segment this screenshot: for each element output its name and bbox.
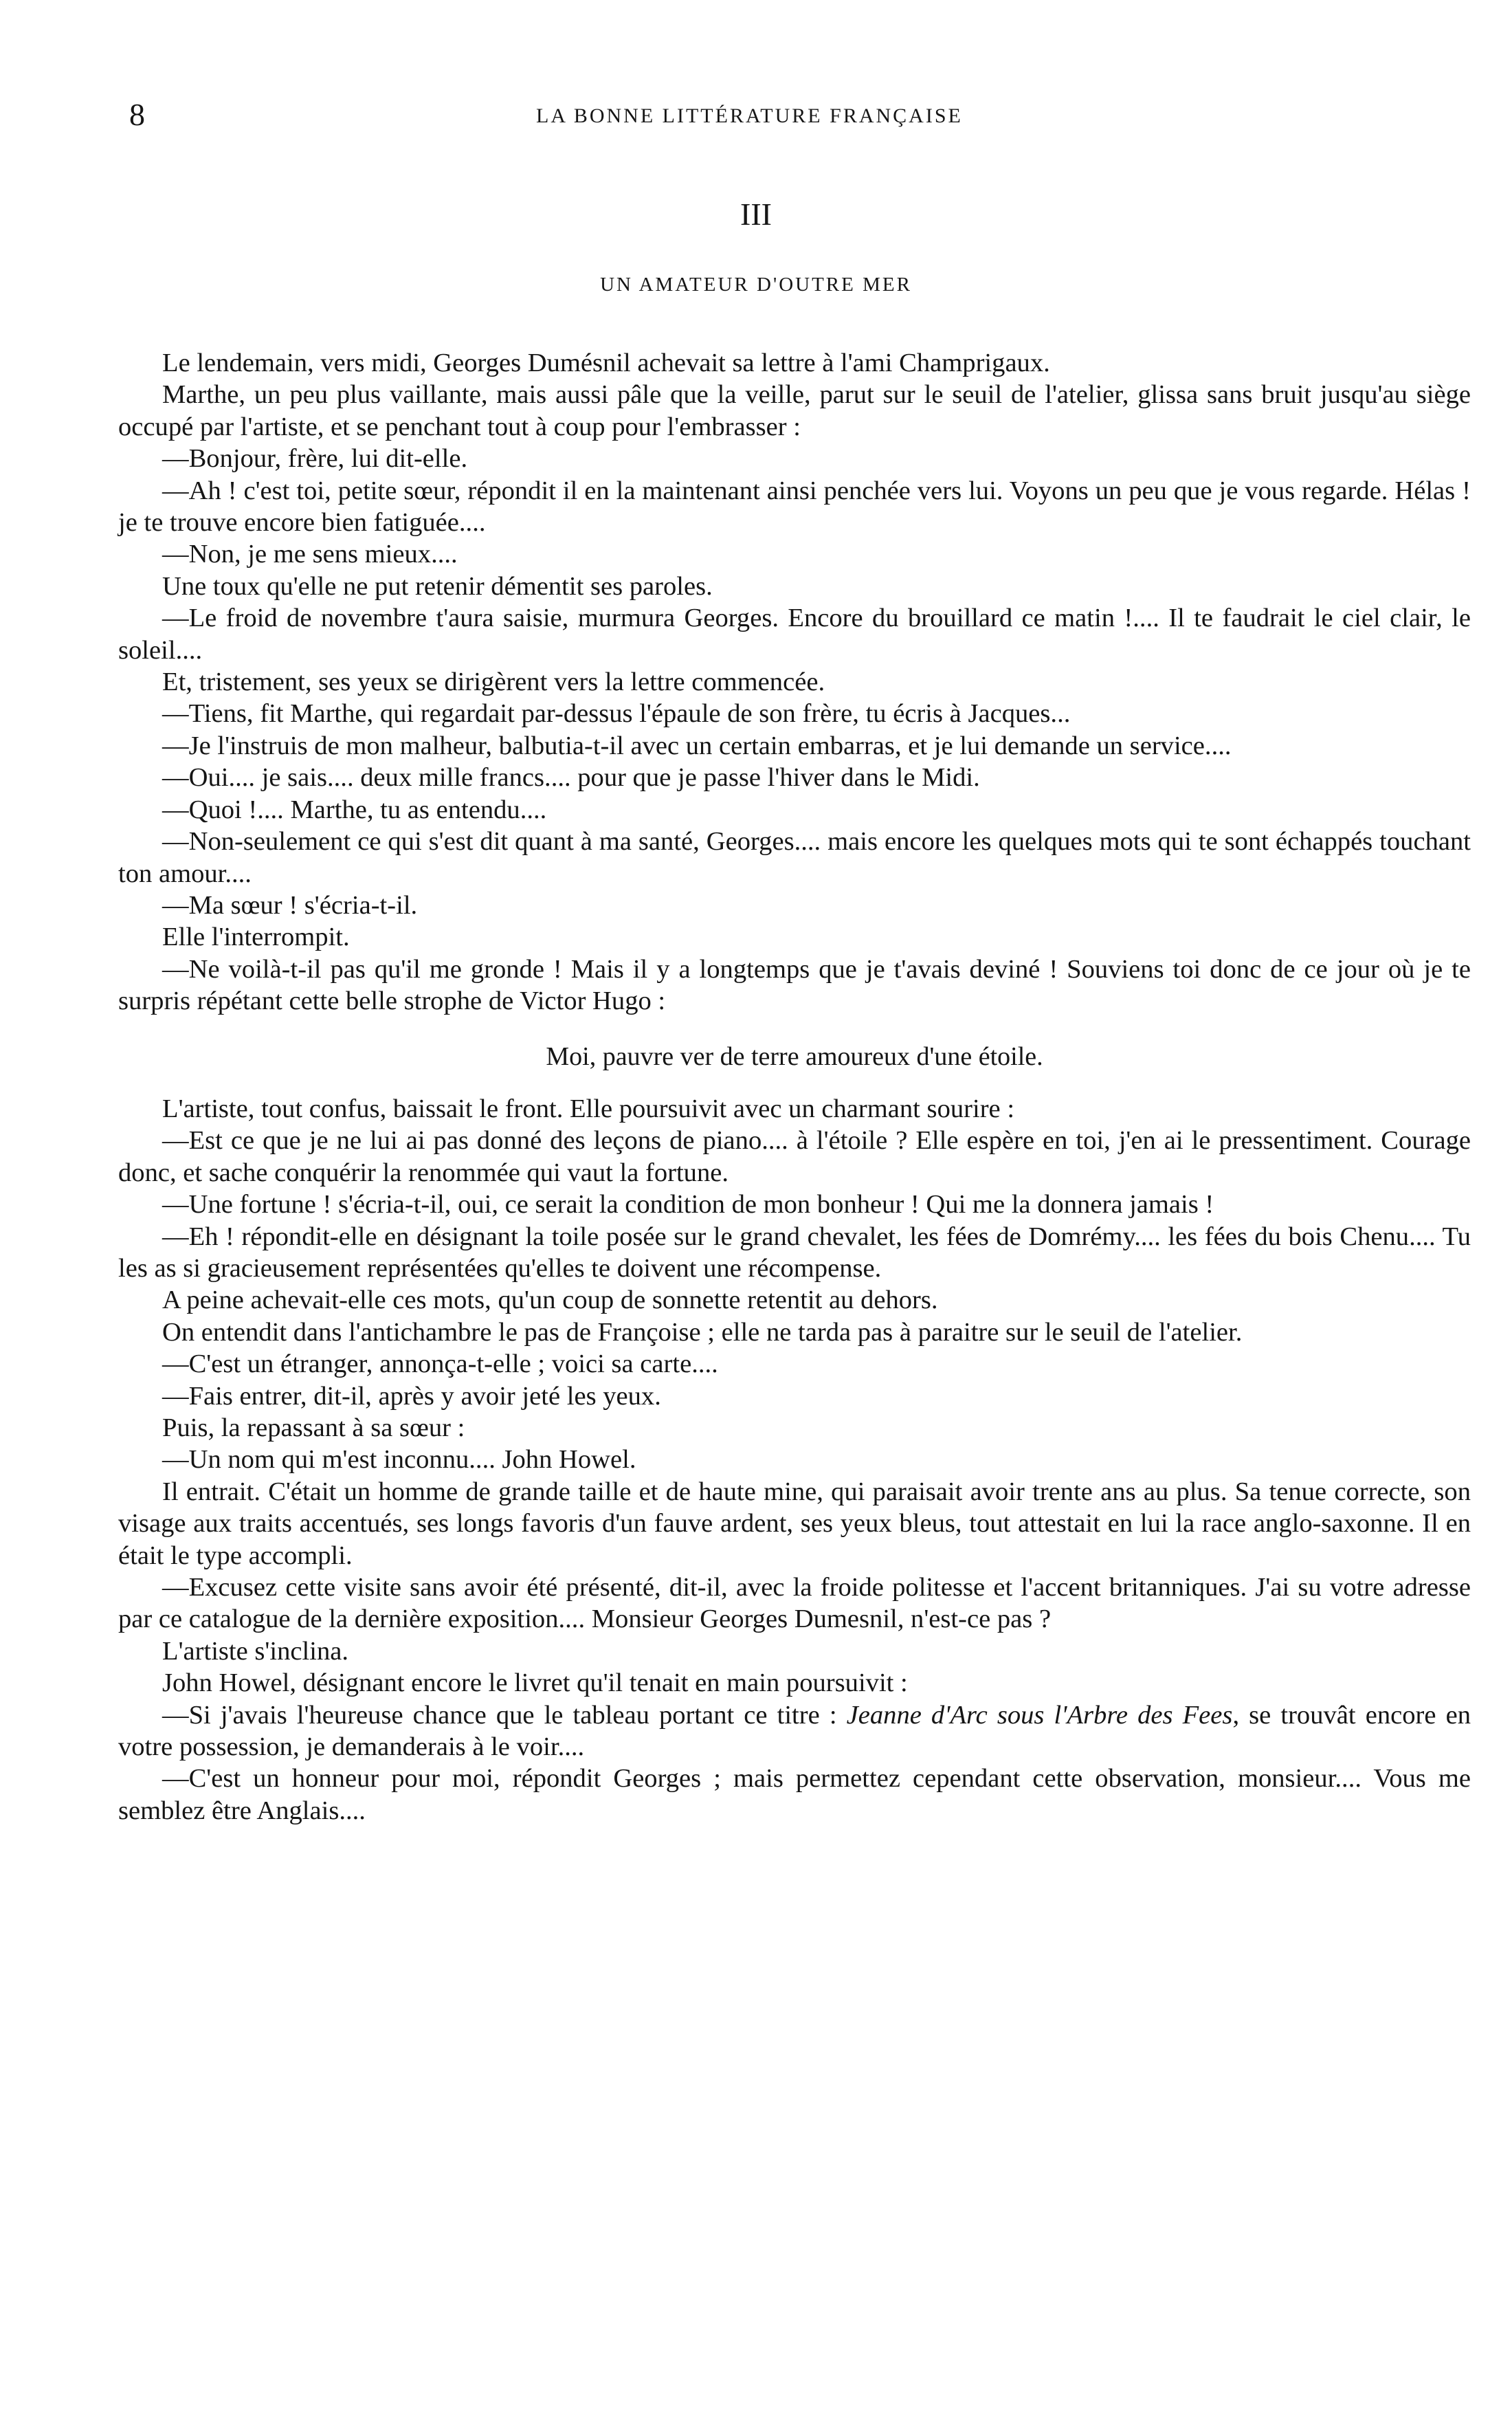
- paragraph: —Non-seulement ce qui s'est dit quant à ma santé, Georges.... mais encore les quelques mots qui te sont échappés touchant ton amour....: [118, 827, 1471, 888]
- paragraph: —Non, je me sens mieux....: [162, 540, 458, 569]
- paragraph-text: , se trouvât encore en votre possession, je demanderais à le voir....: [118, 1700, 1471, 1762]
- paragraph: —Tiens, fit Marthe, qui regardait par-dessus l'épaule de son frère, tu écris à Jacques...: [162, 699, 1071, 729]
- paragraph: —Fais entrer, dit-il, après y avoir jeté les yeux.: [162, 1381, 661, 1411]
- chapter-number: III: [740, 197, 772, 232]
- paragraph: John Howel, désignant encore le livret qu'il tenait en main poursuivit :: [162, 1668, 908, 1698]
- paragraph: —Excusez cette visite sans avoir été présenté, dit-il, avec la froide politesse et l'accent britanniques. J'ai su votre adresse par ce catalogue de la dernière exposition.... Monsieur Georges Dumesnil, n'est-ce pas ?: [118, 1573, 1471, 1634]
- paragraph: —Ah ! c'est toi, petite sœur, répondit il en la maintenant ainsi penchée vers lui. Voyons un peu que je vous regarde. Hélas ! je te trouve encore bien fatiguée....: [118, 476, 1471, 538]
- paragraph: —Ne voilà-t-il pas qu'il me gronde ! Mais il y a longtemps que je t'avais deviné ! Souviens toi donc de ce jour où je te surpris répétant cette belle strophe de Victor Hugo :: [118, 954, 1471, 1016]
- paragraph: —Bonjour, frère, lui dit-elle.: [162, 444, 468, 474]
- paragraph: —Oui.... je sais.... deux mille francs.... pour que je passe l'hiver dans le Midi.: [162, 763, 980, 793]
- running-title: LA BONNE LITTÉRATURE FRANÇAISE: [536, 104, 963, 127]
- body-text: [118, 347, 1471, 1827]
- paragraph: L'artiste, tout confus, baissait le front. Elle poursuivit avec un charmant sourire :: [162, 1094, 1015, 1123]
- paragraph: —Je l'instruis de mon malheur, balbutia-t-il avec un certain embarras, et je lui demande un service....: [162, 731, 1232, 760]
- paragraph: —Eh ! répondit-elle en désignant la toile posée sur le grand chevalet, les fées de Domrémy.... les fées du bois Chenu.... Tu les as si gracieusement représentées qu'elles te doivent une récompense.: [118, 1222, 1471, 1283]
- paragraph: —Un nom qui m'est inconnu.... John Howel.: [162, 1445, 636, 1475]
- page-number: 8: [129, 97, 145, 132]
- chapter-title: UN AMATEUR D'OUTRE MER: [600, 274, 912, 296]
- paragraph: A peine achevait-elle ces mots, qu'un coup de sonnette retentit au dehors.: [162, 1286, 938, 1315]
- paragraph-text: —Si j'avais l'heureuse chance que le tableau portant ce titre :: [162, 1700, 847, 1730]
- paragraph: —Le froid de novembre t'aura saisie, murmura Georges. Encore du brouillard ce matin !.... Il te faudrait le ciel clair, le soleil....: [118, 604, 1471, 665]
- paragraph: —Une fortune ! s'écria-t-il, oui, ce serait la condition de mon bonheur ! Qui me la donnera jamais !: [162, 1190, 1214, 1220]
- paragraph: L'artiste s'inclina.: [162, 1636, 349, 1666]
- verse-quote: Moi, pauvre ver de terre amoureux d'une étoile.: [546, 1041, 1043, 1071]
- paragraph: —Quoi !.... Marthe, tu as entendu....: [162, 795, 547, 824]
- paragraph: Et, tristement, ses yeux se dirigèrent vers la lettre commencée.: [162, 668, 825, 697]
- paragraph: —Ma sœur ! s'écria-t-il.: [162, 890, 418, 920]
- paragraph: Il entrait. C'était un homme de grande taille et de haute mine, qui paraisait avoir trente ans au plus. Sa tenue correcte, son visage aux traits accentués, ses longs favoris d'un fauve ardent, ses yeux bleus, tout attestait en lui la race anglo-saxonne. Il en était le type accompli.: [118, 1477, 1471, 1570]
- paragraph: Le lendemain, vers midi, Georges Dumésnil achevait sa lettre à l'ami Champrigaux.: [162, 349, 1050, 377]
- painting-title: Jeanne d'Arc sous l'Arbre des Fees: [846, 1700, 1233, 1730]
- paragraph: Puis, la repassant à sa sœur :: [162, 1413, 465, 1442]
- paragraph: Elle l'interrompit.: [162, 923, 350, 952]
- paragraph: Une toux qu'elle ne put retenir démentit ses paroles.: [162, 571, 713, 601]
- paragraph: Marthe, un peu plus vaillante, mais aussi pâle que la veille, parut sur le seuil de l'atelier, glissa sans bruit jusqu'au siège occupé par l'artiste, et se penchant tout à coup pour l'embrasser :: [118, 380, 1471, 441]
- paragraph: —C'est un étranger, annonça-t-elle ; voici sa carte....: [162, 1349, 718, 1379]
- paragraph: —Est ce que je ne lui ai pas donné des leçons de piano.... à l'étoile ? Elle espère en toi, j'en ai le pressentiment. Courage donc, et sache conquérir la renommée qui vaut la fortune.: [118, 1126, 1471, 1187]
- paragraph: On entendit dans l'antichambre le pas de Françoise ; elle ne tarda pas à paraitre sur le seuil de l'atelier.: [162, 1317, 1243, 1347]
- paragraph: —C'est un honneur pour moi, répondit Georges ; mais permettez cependant cette observation, monsieur.... Vous me semblez être Anglais....: [118, 1764, 1471, 1825]
- paragraph-painting-title: [118, 1699, 1471, 1763]
